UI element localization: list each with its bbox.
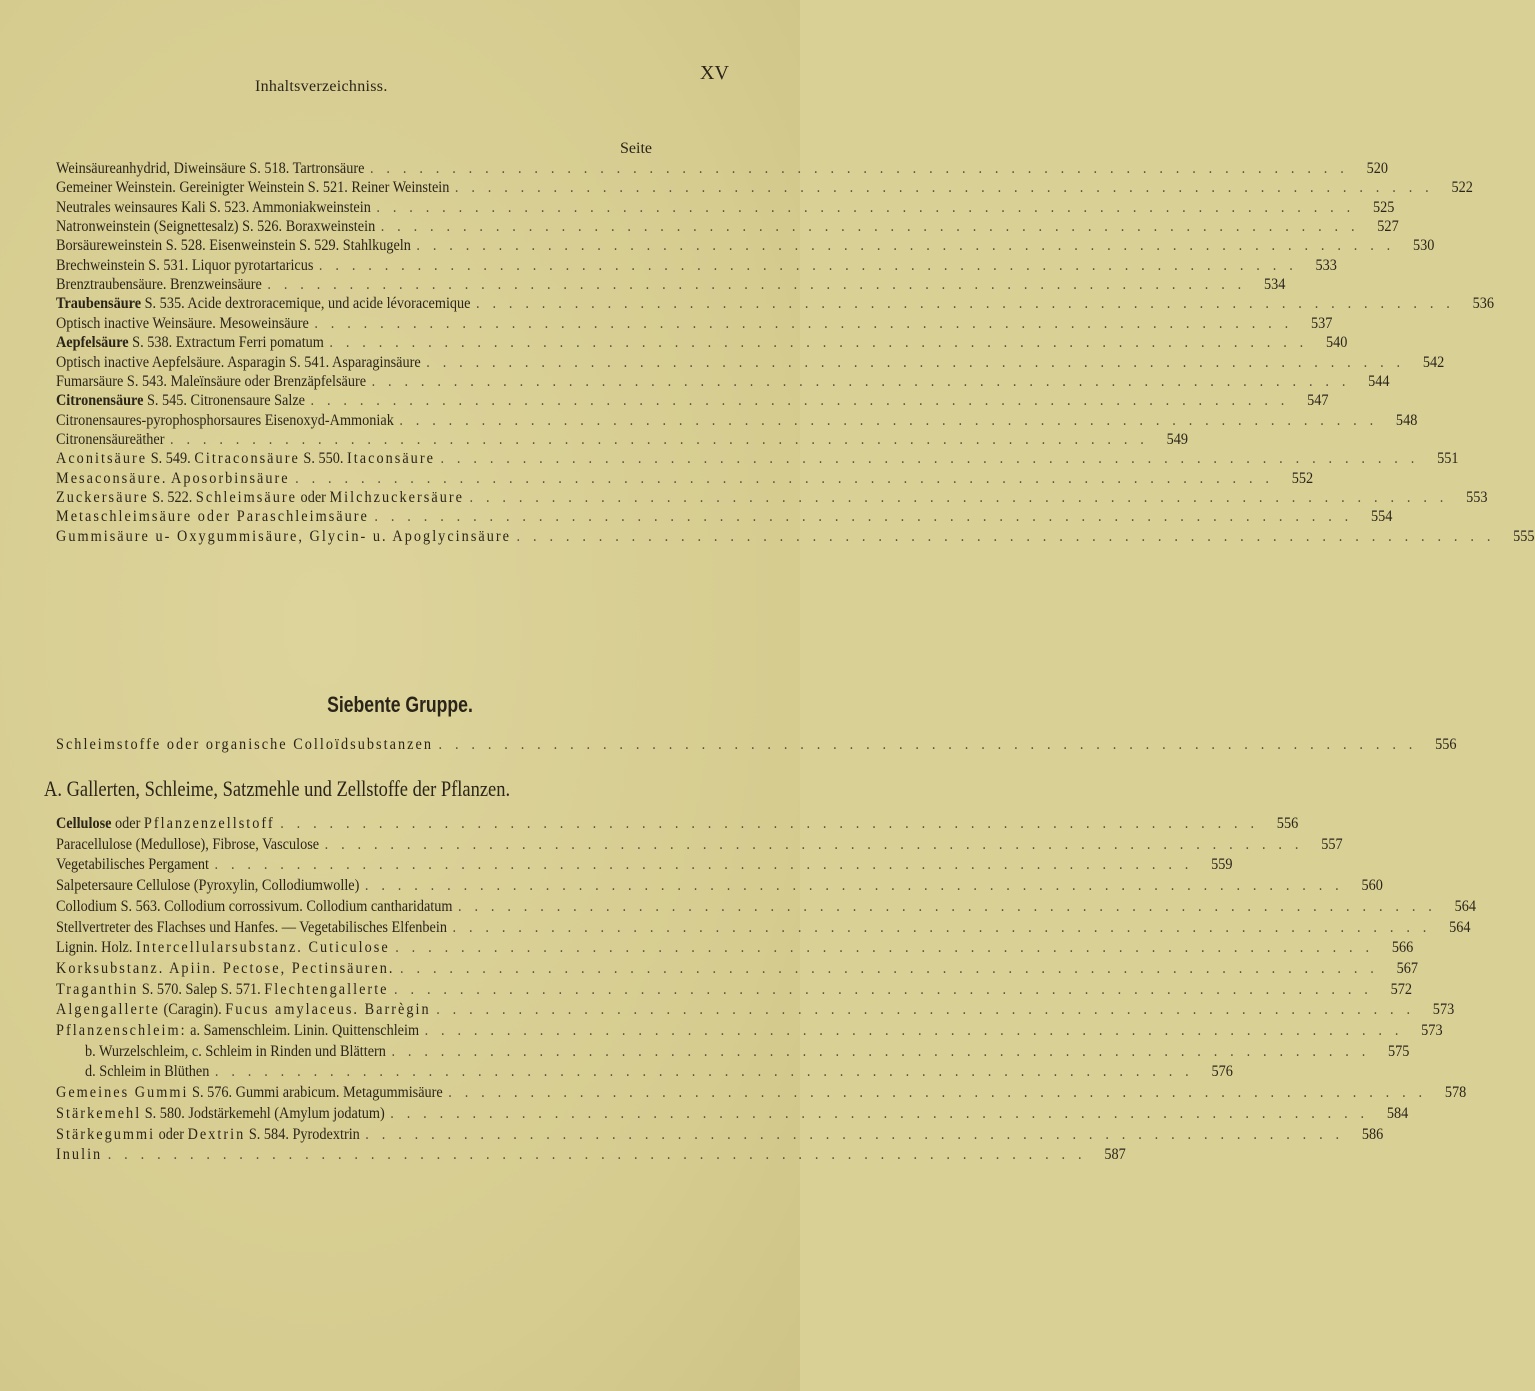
entry-text: Citronensaures-pyrophosphorsaures Eisenoxyd-Ammoniak xyxy=(56,411,394,429)
entry-page: 534 xyxy=(1263,276,1286,294)
entry-text: d. Schleim in Blüthen xyxy=(85,1063,210,1081)
entry-title xyxy=(56,412,394,430)
toc-entry xyxy=(56,897,1477,918)
entry-title xyxy=(56,1105,385,1123)
entry-page: 551 xyxy=(1437,450,1459,468)
entry-text: Aconitsäure xyxy=(56,450,148,468)
entry-page: 544 xyxy=(1368,372,1390,390)
entry-text: S. 584. Pyrodextrin xyxy=(245,1125,360,1143)
entry-page: 556 xyxy=(1276,815,1299,832)
entry-page: 567 xyxy=(1396,959,1419,977)
entry-text: Milchzuckersäure xyxy=(329,488,465,506)
entry-text: S. 580. Jodstärkemehl (Amylum jodatum) xyxy=(141,1104,385,1122)
entry-text: Aposorbinsäure xyxy=(171,469,290,487)
dot-leader: ............................................................ xyxy=(440,450,1428,468)
dot-leader: ............................................................ xyxy=(324,835,1312,853)
toc-entry xyxy=(56,198,1395,219)
entry-page: 547 xyxy=(1307,392,1329,410)
entry-title xyxy=(56,736,433,754)
toc-entry xyxy=(56,918,1471,939)
dot-leader: ............................................................ xyxy=(310,392,1298,410)
entry-text: oder xyxy=(111,815,144,832)
dot-leader: ............................................................ xyxy=(364,877,1352,895)
toc-entry xyxy=(56,334,1348,354)
entry-title xyxy=(56,856,209,874)
dot-leader: ............................................................ xyxy=(214,856,1202,874)
dot-leader: ............................................................ xyxy=(107,1146,1095,1164)
entry-text: S. 522. xyxy=(148,488,196,506)
entry-text: Optisch inactive Aepfelsäure. Asparagin S. 541. Asparaginsäure xyxy=(56,353,421,371)
entry-title xyxy=(56,1022,419,1040)
entry-page: 575 xyxy=(1388,1042,1410,1060)
entry-page: 584 xyxy=(1386,1104,1409,1122)
entry-page: 573 xyxy=(1432,1001,1455,1019)
entry-text: Gemeiner Weinstein. Gereinigter Weinstein S. 521. Reiner Weinstein xyxy=(56,179,450,197)
dot-leader: ............................................................ xyxy=(295,469,1282,487)
page-number: XV xyxy=(700,62,729,84)
entry-title xyxy=(56,431,165,449)
entry-page: 557 xyxy=(1321,835,1343,853)
dot-leader: ............................................................ xyxy=(267,276,1255,294)
entry-title xyxy=(56,160,364,178)
toc-entry xyxy=(56,430,1189,451)
entry-title xyxy=(56,315,309,333)
entry-text: Schleimsäure xyxy=(195,488,297,506)
dot-leader: ............................................................ xyxy=(390,1104,1377,1122)
entry-text: Vegetabilisches Pergament xyxy=(56,856,209,874)
dot-leader: ............................................................ xyxy=(452,918,1440,936)
entry-text: Stellvertreter des Flachses und Hanfes. — Vegetabilisches Elfenbein xyxy=(56,918,447,936)
entry-title xyxy=(56,237,411,255)
entry-title xyxy=(56,295,471,313)
entry-page: 537 xyxy=(1310,314,1333,332)
entry-title xyxy=(56,218,375,236)
entry-text: Salpetersaure Cellulose (Pyroxylin, Collodiumwolle) xyxy=(56,877,360,895)
entry-title xyxy=(56,836,319,854)
entry-text: S. 550. xyxy=(299,450,347,468)
dot-leader: ............................................................ xyxy=(469,488,1457,506)
toc-entry xyxy=(56,450,1459,470)
entry-page: 552 xyxy=(1291,469,1314,487)
dot-leader: ............................................................ xyxy=(214,1063,1202,1081)
entry-title xyxy=(56,373,366,391)
entry-text: oder xyxy=(296,488,330,506)
entry-title xyxy=(56,1146,102,1164)
entry-text: a. Samenschleim. Linin. Quittenschleim xyxy=(186,1022,420,1039)
dot-leader: ............................................................ xyxy=(170,430,1157,448)
entry-title xyxy=(56,877,359,895)
toc-entry xyxy=(56,980,1413,1001)
entry-page: 549 xyxy=(1166,430,1189,448)
entry-page: 555 xyxy=(1513,527,1535,545)
entry-page: 556 xyxy=(1435,736,1457,753)
toc-entry xyxy=(56,488,1488,509)
dot-leader: ............................................................ xyxy=(516,527,1504,545)
entry-text: Stärkegummi xyxy=(56,1125,156,1143)
entry-text: Borsäureweinstein S. 528. Eisenweinstein S. 529. Stahlkugeln xyxy=(56,237,411,255)
entry-text: Optisch inactive Weinsäure. Mesoweinsäure xyxy=(56,314,309,332)
entry-text: Paracellulose (Medullose), Fibrose, Vasculose xyxy=(56,835,320,853)
entry-title xyxy=(56,1126,360,1144)
entry-text: Zuckersäure xyxy=(56,488,149,506)
toc-entry xyxy=(56,1022,1443,1042)
toc-entry xyxy=(56,939,1414,959)
entry-title xyxy=(85,1063,209,1081)
entry-text: S. 545. Citronensaure Salze xyxy=(143,392,306,410)
dot-leader: ............................................................ xyxy=(391,1042,1379,1060)
entry-text: Traubensäure xyxy=(56,295,142,313)
dot-leader: ............................................................ xyxy=(448,1084,1435,1102)
dot-leader: ............................................................ xyxy=(318,256,1306,274)
entry-text: Brechweinstein S. 531. Liquor pyrotartaricus xyxy=(56,256,314,274)
toc-entry xyxy=(56,815,1299,835)
entry-text: Collodium S. 563. Collodium corrossivum. Collodium cantharidatum xyxy=(56,897,453,915)
dot-leader: ............................................................ xyxy=(400,959,1387,977)
entry-title xyxy=(56,450,435,468)
dot-leader: ............................................................ xyxy=(458,897,1445,915)
entry-page: 540 xyxy=(1325,334,1348,352)
dot-leader: ............................................................ xyxy=(438,736,1426,753)
entry-text: Gemeines Gummi xyxy=(56,1084,189,1102)
toc-entry xyxy=(56,237,1435,257)
dot-leader: ............................................................ xyxy=(365,1125,1353,1143)
entry-page: 576 xyxy=(1211,1063,1233,1081)
entry-text: Mesaconsäure. xyxy=(56,469,168,487)
toc-entry xyxy=(56,295,1495,315)
toc-entry xyxy=(56,469,1314,490)
entry-text: (Caragin). xyxy=(159,1001,226,1019)
entry-text: Inulin xyxy=(56,1146,103,1164)
toc-entry xyxy=(56,314,1333,335)
entry-page: 542 xyxy=(1422,353,1445,371)
entry-page: 572 xyxy=(1390,980,1413,998)
entry-page: 586 xyxy=(1361,1125,1384,1143)
toc-entry xyxy=(56,1001,1455,1021)
entry-text: Cellulose xyxy=(56,815,112,832)
entry-title xyxy=(56,354,421,372)
entry-text: Gummisäure u- Oxygummisäure, Glycin- u. Apoglycinsäure xyxy=(56,527,512,545)
dot-leader: ............................................................ xyxy=(395,939,1382,957)
toc-entry xyxy=(56,353,1445,374)
toc-entry xyxy=(56,527,1535,548)
dot-leader: ............................................................ xyxy=(416,237,1404,255)
entry-title xyxy=(56,981,389,999)
entry-page: 559 xyxy=(1211,856,1233,874)
entry-text: b. Wurzelschleim, c. Schleim in Rinden und Blättern xyxy=(85,1042,386,1060)
dot-leader: ............................................................ xyxy=(329,334,1317,352)
entry-text: S. 576. Gummi arabicum. Metagummisäure xyxy=(188,1084,443,1102)
dot-leader: ............................................................ xyxy=(394,980,1381,998)
entry-page: 578 xyxy=(1444,1084,1467,1102)
entry-page: 554 xyxy=(1371,508,1393,526)
toc-entry xyxy=(56,1125,1384,1146)
entry-title xyxy=(56,898,453,916)
entry-text: Weinsäureanhydrid, Diweinsäure S. 518. Tartronsäure xyxy=(56,160,365,177)
entry-title xyxy=(56,179,449,197)
entry-text: Pflanzenzellstoff xyxy=(143,815,275,832)
entry-text: Algengallerte xyxy=(56,1001,160,1019)
toc-entry xyxy=(56,736,1457,756)
entry-title xyxy=(56,276,262,294)
dot-leader: ............................................................ xyxy=(280,815,1267,832)
entry-title xyxy=(56,1001,431,1019)
toc-entry xyxy=(56,392,1329,412)
entry-title xyxy=(56,528,511,546)
entry-title xyxy=(56,960,395,978)
toc-entry xyxy=(56,160,1388,180)
entry-page: 536 xyxy=(1472,295,1495,313)
entry-page: 548 xyxy=(1395,411,1418,429)
entry-text: Metaschleimsäure oder Paraschleimsäure xyxy=(56,508,369,526)
toc-entry xyxy=(56,508,1393,528)
toc-entry xyxy=(56,1084,1467,1104)
toc-entry xyxy=(56,179,1473,199)
dot-leader: ............................................................ xyxy=(380,218,1368,236)
toc-entry xyxy=(56,959,1419,980)
entry-title xyxy=(56,392,305,410)
entry-title xyxy=(56,489,464,507)
entry-page: 525 xyxy=(1372,198,1395,216)
section-heading: A. Gallerten, Schleime, Satzmehle und Zellstoffe der Pflanzen. xyxy=(44,776,511,801)
dot-leader: ............................................................ xyxy=(399,411,1387,429)
entry-text: Korksubstanz. Apiin. Pectose, Pectinsäuren. xyxy=(56,959,395,977)
entry-title xyxy=(85,1043,386,1061)
entry-page: 564 xyxy=(1449,918,1471,936)
entry-page: 587 xyxy=(1104,1146,1126,1164)
dot-leader: ............................................................ xyxy=(426,353,1413,371)
toc-entry xyxy=(56,1104,1409,1125)
toc-entry xyxy=(56,411,1418,432)
running-header: Inhaltsverzeichniss. xyxy=(255,78,388,95)
entry-page: 564 xyxy=(1454,897,1477,915)
entry-text: S. 570. Salep S. 571. xyxy=(138,980,265,998)
entry-text: Citronensäureäther xyxy=(56,430,165,448)
entry-text: S. 535. Acide dextroracemique, und acide lévoracemique xyxy=(141,295,471,313)
entry-text: Itaconsäure xyxy=(346,450,435,468)
entry-page: 553 xyxy=(1466,488,1488,506)
toc-entry xyxy=(56,276,1286,296)
toc-entry xyxy=(85,1042,1410,1063)
dot-leader: ............................................................ xyxy=(454,179,1442,197)
entry-text: Schleimstoffe oder organische Colloïdsubstanzen xyxy=(56,736,433,753)
entry-page: 566 xyxy=(1391,939,1414,957)
entry-title xyxy=(56,939,390,957)
entry-page: 520 xyxy=(1366,160,1388,177)
toc-entry xyxy=(56,218,1399,238)
entry-text: Fucus amylaceus. Barrègin xyxy=(225,1001,431,1019)
entry-text: Citronensäure xyxy=(56,392,144,410)
entry-text: Natronweinstein (Seignettesalz) S. 526. Boraxweinstein xyxy=(56,218,376,236)
entry-text: Neutrales weinsaures Kali S. 523. Ammoniakweinstein xyxy=(56,198,371,216)
toc-entry xyxy=(85,1063,1233,1083)
entry-title xyxy=(56,815,275,833)
dot-leader: ............................................................ xyxy=(424,1022,1412,1039)
dot-leader: ............................................................ xyxy=(369,160,1357,177)
entry-title xyxy=(56,470,290,488)
entry-text: Fumarsäure S. 543. Maleïnsäure oder Brenzäpfelsäure xyxy=(56,372,367,390)
dot-leader: ............................................................ xyxy=(476,295,1463,313)
dot-leader: ............................................................ xyxy=(371,372,1359,390)
entry-page: 527 xyxy=(1377,218,1399,236)
entry-text: S. 538. Extractum Ferri pomatum xyxy=(128,334,324,352)
entry-title xyxy=(56,1084,443,1102)
toc-entry xyxy=(56,877,1383,897)
entry-title xyxy=(56,257,313,275)
group-heading: Siebente Gruppe. xyxy=(327,692,473,717)
entry-text: Lignin. Holz. xyxy=(56,939,137,957)
entry-title xyxy=(56,508,369,526)
entry-text: Stärkemehl xyxy=(56,1104,142,1122)
entry-text: Pflanzenschleim: xyxy=(56,1022,187,1039)
entry-page: 522 xyxy=(1451,179,1473,197)
entry-title xyxy=(56,334,324,352)
dot-leader: ............................................................ xyxy=(376,198,1364,216)
entry-page: 560 xyxy=(1361,877,1383,895)
entry-text: oder xyxy=(155,1125,188,1143)
entry-title xyxy=(56,199,371,217)
dot-leader: ............................................................ xyxy=(436,1001,1423,1019)
entry-text: Aepfelsäure xyxy=(56,334,129,352)
entry-text: Flechtengallerte xyxy=(264,980,389,998)
toc-entry xyxy=(56,856,1233,876)
dot-leader: ............................................................ xyxy=(374,508,1362,526)
entry-page: 533 xyxy=(1315,256,1337,274)
entry-text: Dextrin xyxy=(187,1125,246,1143)
toc-entry xyxy=(56,835,1343,856)
entry-text: Brenztraubensäure. Brenzweinsäure xyxy=(56,276,262,294)
toc-entry xyxy=(56,372,1390,393)
entry-text: Citraconsäure xyxy=(194,450,300,468)
entry-page: 530 xyxy=(1413,237,1435,255)
toc-entry xyxy=(56,1146,1126,1166)
entry-text: S. 549. xyxy=(147,450,195,468)
entry-page: 573 xyxy=(1421,1022,1443,1039)
page-column-label: Seite xyxy=(620,140,652,157)
dot-leader: ............................................................ xyxy=(314,314,1302,332)
entry-text: Traganthin xyxy=(56,980,139,998)
entry-title xyxy=(56,919,447,937)
toc-entry xyxy=(56,256,1337,277)
entry-text: Intercellularsubstanz. Cuticulose xyxy=(136,939,390,957)
